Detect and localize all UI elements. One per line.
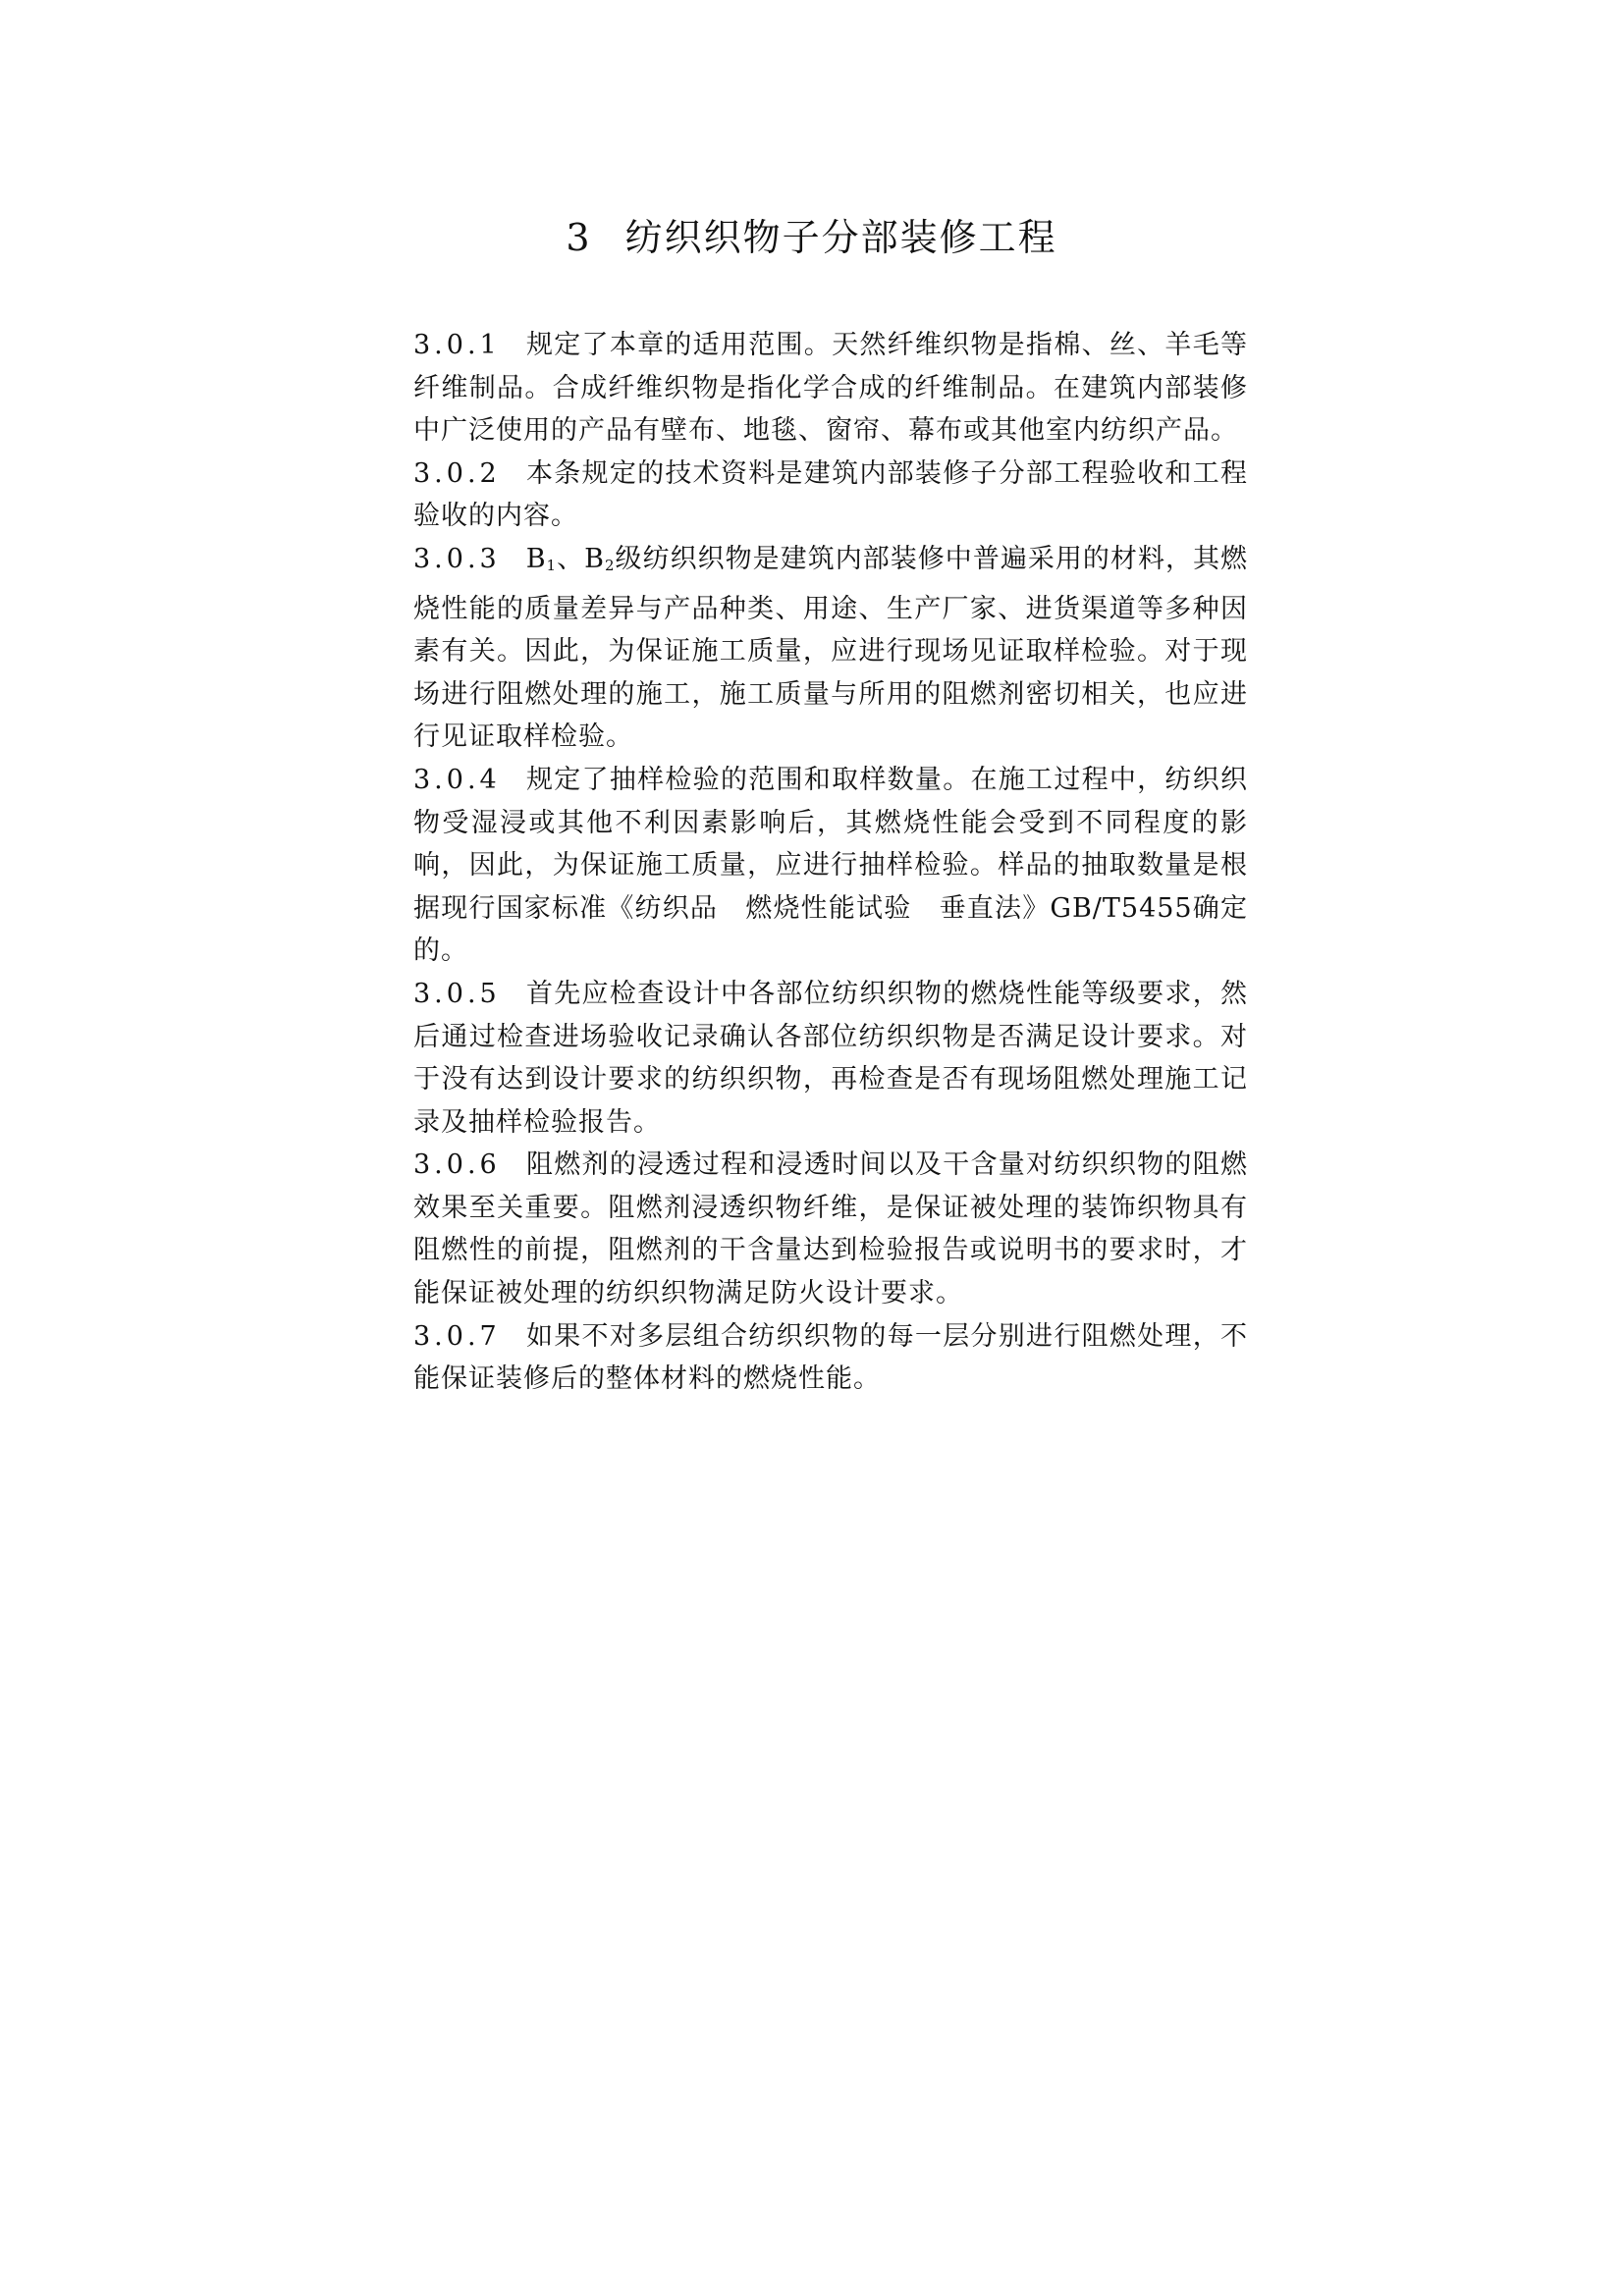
clause-text: 本条规定的技术资料是建筑内部装修子分部工程验收和工程验收的内容。 [413, 457, 1248, 532]
clause-3-0-3 [413, 538, 1248, 759]
clause-number: 3.0.6 [413, 1149, 501, 1181]
clause-text: 首先应检查设计中各部位纺织织物的燃烧性能等级要求，然后通过检查进场验收记录确认各部位纺织织物是否满足设计要求。对于没有达到设计要求的纺织织物，再检查是否有现场阻燃处理施工记录及抽样检验报告。 [413, 978, 1248, 1138]
clause-number: 3.0.2 [413, 457, 501, 489]
clause-text: 如果不对多层组合纺织织物的每一层分别进行阻燃处理，不能保证装修后的整体材料的燃烧性能。 [413, 1320, 1248, 1395]
clause-3-0-4 [413, 759, 1248, 973]
chapter-title-text: 纺织织物子分部装修工程 [624, 216, 1057, 259]
grade-b1-subscript: 1 [546, 556, 558, 574]
clause-3-0-5 [413, 973, 1248, 1144]
clause-3-0-6 [413, 1144, 1248, 1314]
clause-number: 3.0.5 [413, 978, 501, 1009]
clause-number: 3.0.7 [413, 1320, 501, 1352]
clause-text: 规定了抽样检验的范围和取样数量。在施工过程中，纺织织物受湿浸或其他不利因素影响后，其燃烧性能会受到不同程度的影响，因此，为保证施工质量，应进行抽样检验。样品的抽取数量是根据现行国家标准《纺织品 燃烧性能试验 垂直法》GB/T5455确定的。 [413, 764, 1248, 967]
grade-separator: 、 [557, 543, 585, 574]
document-body [413, 324, 1248, 1401]
grade-b2-subscript: 2 [604, 556, 616, 574]
clause-text: 级纺织织物是建筑内部装修中普遍采用的材料，其燃烧性能的质量差异与产品种类、用途、生产厂家、进货渠道等多种因素有关。因此，为保证施工质量，应进行现场见证取样检验。对于现场进行阻燃处理的施工，施工质量与所用的阻燃剂密切相关，也应进行见证取样检验。 [413, 543, 1249, 753]
clause-3-0-1 [413, 324, 1248, 453]
clause-number: 3.0.1 [413, 330, 501, 360]
clause-text: 规定了本章的适用范围。天然纤维织物是指棉、丝、羊毛等纤维制品。合成纤维织物是指化学合成的纤维制品。在建筑内部装修中广泛使用的产品有壁布、地毯、窗帘、幕布或其他室内纺织产品。 [413, 330, 1248, 447]
clause-number: 3.0.4 [413, 764, 501, 795]
clause-3-0-2 [413, 453, 1248, 538]
clause-3-0-7 [413, 1315, 1248, 1401]
chapter-number: 3 [566, 216, 592, 259]
clause-text: 阻燃剂的浸透过程和浸透时间以及干含量对纺织织物的阻燃效果至关重要。阻燃剂浸透织物纤维，是保证被处理的装饰织物具有阻燃性的前提，阻燃剂的干含量达到检验报告或说明书的要求时，才能保证被处理的纺织织物满足防火设计要求。 [413, 1149, 1248, 1309]
grade-b1: B [525, 543, 547, 574]
grade-b2: B [584, 543, 605, 574]
clause-number: 3.0.3 [413, 543, 501, 574]
chapter-title [0, 208, 1623, 267]
